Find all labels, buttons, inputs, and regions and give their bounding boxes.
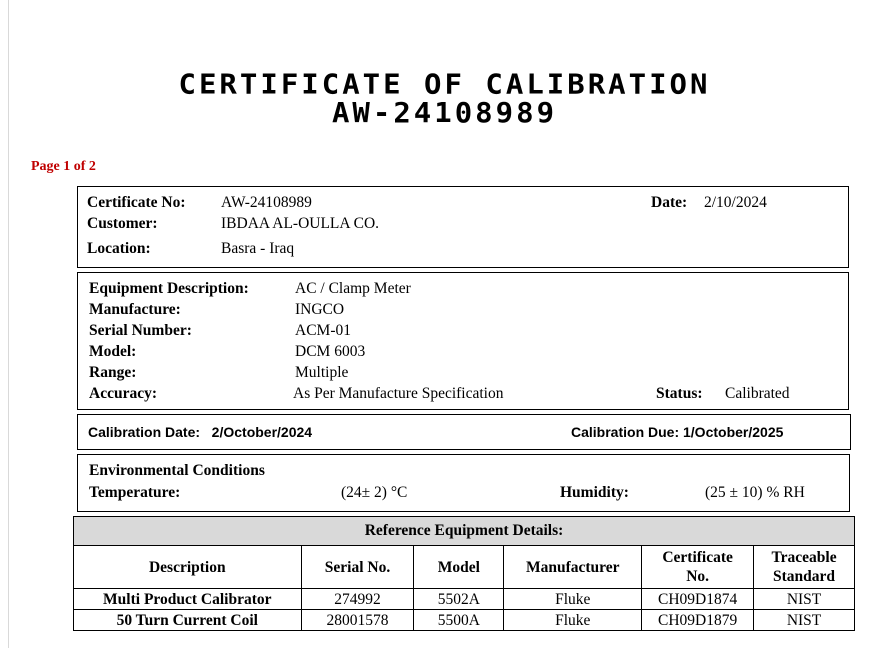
row2-traceable: NIST [754, 610, 855, 631]
status-label: Status: [656, 385, 703, 402]
row2-model: 5500A [414, 610, 504, 631]
col-description: Description [74, 546, 302, 589]
reference-equipment-table [73, 516, 855, 631]
certificate-title [0, 67, 889, 129]
col-manufacturer: Manufacturer [504, 546, 642, 589]
col-traceable-line1: Traceable [771, 549, 837, 566]
col-certificate-line1: Certificate [662, 549, 733, 566]
range-value: Multiple [295, 364, 349, 381]
col-traceable-standard [754, 546, 855, 589]
row2-manufacturer: Fluke [504, 610, 642, 631]
title-line-2: AW-24108989 [331, 96, 558, 129]
equipment-description-value: AC / Clamp Meter [295, 280, 411, 297]
accuracy-label: Accuracy: [89, 385, 157, 402]
calibration-date: Calibration Date: 2/October/2024 [88, 424, 313, 440]
row1-model: 5502A [414, 589, 504, 610]
temperature-label: Temperature: [89, 484, 181, 501]
manufacture-label: Manufacture: [89, 301, 181, 318]
row1-traceable: NIST [754, 589, 855, 610]
customer-label: Customer: [87, 215, 158, 232]
reference-heading: Reference Equipment Details: [74, 517, 855, 546]
table-row [74, 610, 855, 631]
title-line-1: CERTIFICATE OF CALIBRATION [178, 67, 711, 100]
row2-certificate: CH09D1879 [642, 610, 754, 631]
accuracy-value: As Per Manufacture Specification [293, 385, 504, 402]
col-certificate-line2: No. [686, 568, 710, 585]
cert-no-value: AW-24108989 [221, 194, 312, 211]
table-header-row [74, 546, 855, 589]
temperature-value: (24± 2) °C [341, 484, 408, 501]
location-value: Basra - Iraq [221, 240, 295, 257]
col-serial-no: Serial No. [301, 546, 414, 589]
manufacture-value: INGCO [295, 301, 345, 318]
location-label: Location: [87, 240, 151, 257]
environment-heading: Environmental Conditions [89, 462, 265, 479]
range-label: Range: [89, 364, 137, 381]
calibration-due: Calibration Due: 1/October/2025 [571, 424, 784, 440]
table-row [74, 589, 855, 610]
date-label: Date: [651, 194, 688, 211]
row1-serial: 274992 [301, 589, 414, 610]
row1-manufacturer: Fluke [504, 589, 642, 610]
row1-certificate: CH09D1874 [642, 589, 754, 610]
serial-number-label: Serial Number: [89, 322, 192, 339]
page-indicator: Page 1 of 2 [31, 159, 96, 174]
status-value: Calibrated [725, 385, 790, 402]
model-label: Model: [89, 343, 137, 360]
col-certificate-no [642, 546, 754, 589]
row1-description: Multi Product Calibrator [74, 589, 302, 610]
customer-value: IBDAA AL-OULLA CO. [221, 215, 380, 232]
col-model: Model [414, 546, 504, 589]
equipment-description-label: Equipment Description: [89, 280, 249, 297]
date-value: 2/10/2024 [704, 194, 767, 211]
table-heading-row [74, 517, 855, 546]
col-traceable-line2: Standard [773, 568, 836, 585]
row2-description: 50 Turn Current Coil [74, 610, 302, 631]
humidity-value: (25 ± 10) % RH [705, 484, 805, 501]
serial-number-value: ACM-01 [295, 322, 351, 339]
cert-no-label: Certificate No: [87, 194, 186, 211]
model-value: DCM 6003 [295, 343, 366, 360]
row2-serial: 28001578 [301, 610, 414, 631]
humidity-label: Humidity: [560, 484, 629, 501]
